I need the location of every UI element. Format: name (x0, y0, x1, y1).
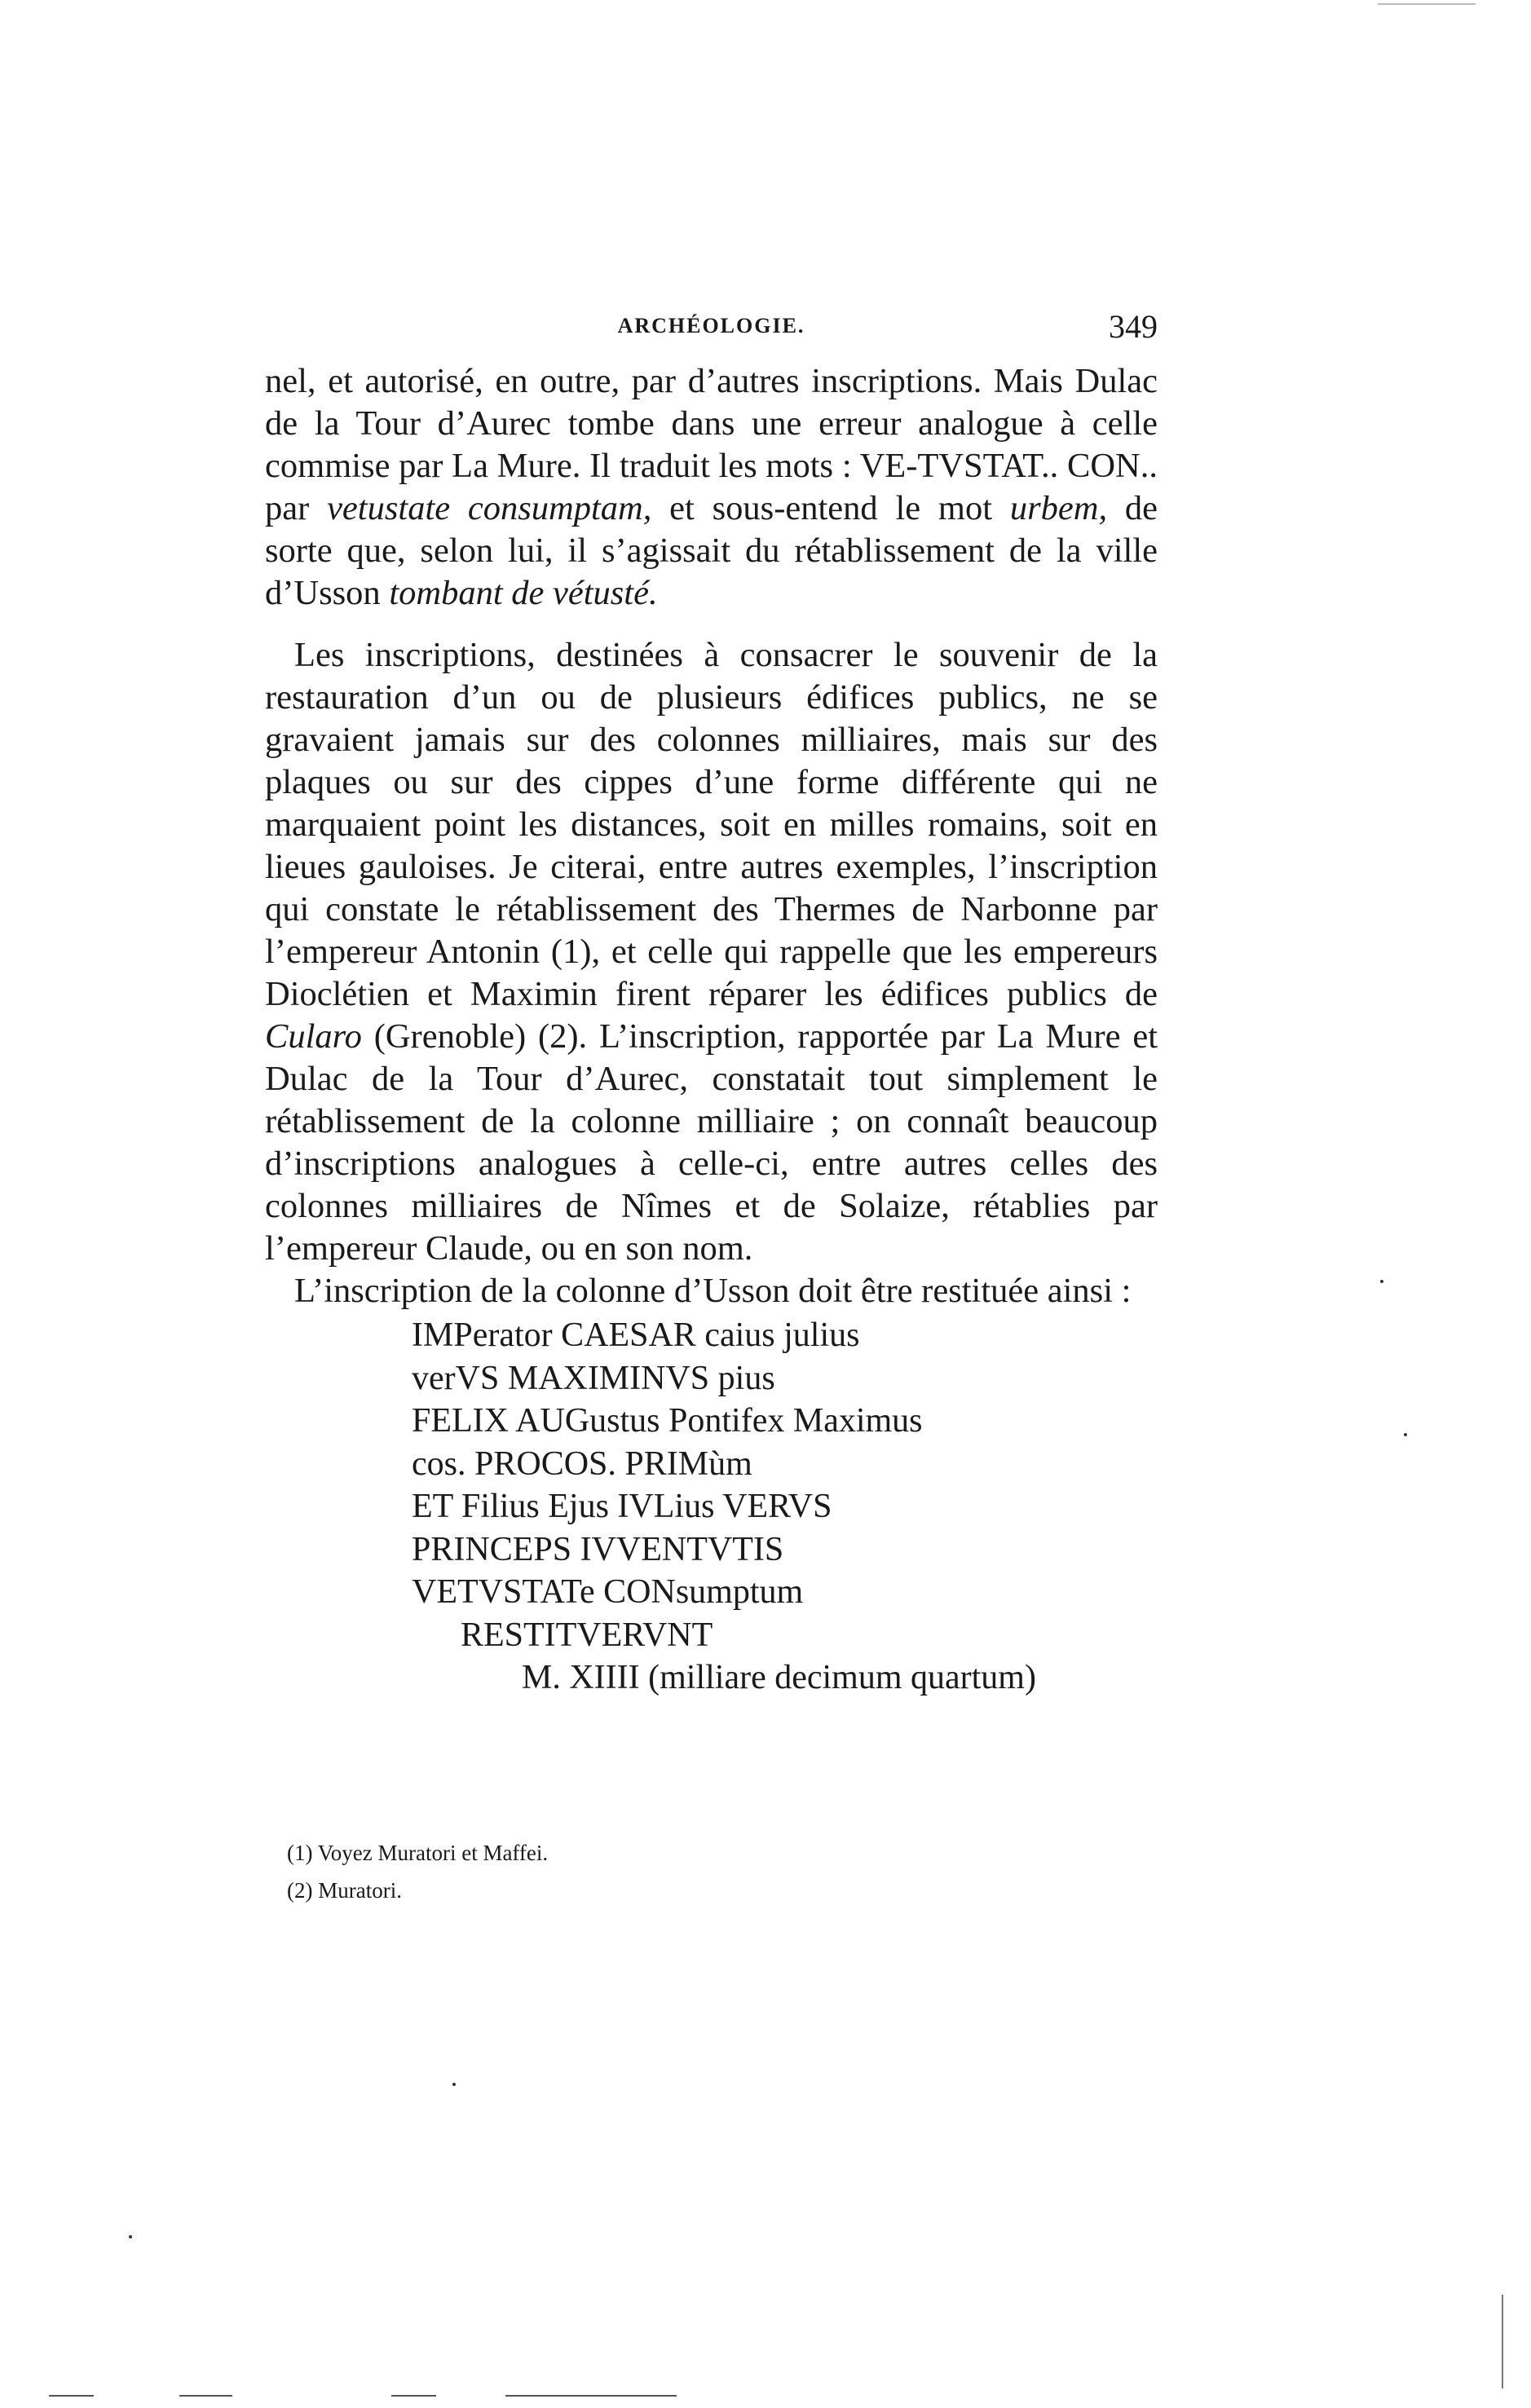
paragraph-1-italic-b: urbem, (1009, 489, 1108, 527)
inscription-line-7: VETVSTATe CONsumptum (412, 1573, 804, 1611)
paragraph-1-text-b: et sous-entend le mot (651, 489, 1010, 527)
footnote-1: (1) Voyez Muratori et Maffei. (287, 1841, 549, 1865)
inscription-line-6: PRINCEPS IVVENTVTIS (412, 1530, 784, 1568)
scan-speck (1404, 1433, 1407, 1436)
scan-edge-mark (49, 2395, 94, 2397)
footnotes (287, 1834, 1151, 1909)
inscription-line-8: RESTITVERVNT (461, 1616, 713, 1654)
main-text (265, 360, 1158, 1700)
inscription-line-5: ET Filius Ejus IVLius VERVS (412, 1488, 832, 1525)
scan-edge-mark (505, 2395, 677, 2397)
inscription (265, 1314, 1158, 1700)
paragraph-3: L’inscription de la colonne d’Usson doit être restituée ainsi : (294, 1272, 1132, 1310)
scan-speck (1380, 1280, 1383, 1283)
scan-edge-mark (1502, 2295, 1503, 2388)
scan-edge-mark (179, 2395, 232, 2397)
running-title: ARCHÉOLOGIE. (617, 314, 805, 337)
paragraph-1-text-a: nel, et autorisé, en outre, par d’autres inscriptions. Mais Dulac de la Tour d’Aurec tombe dans une erreur analogue à celle commise par La Mure. Il traduit les mots : VE-TVSTAT.. CON.. par (265, 362, 1158, 527)
paragraph-1-italic-c: tombant de vétusté. (389, 574, 658, 612)
paragraph-2 (265, 634, 1158, 1270)
inscription-line-2: verVS MAXIMINVS pius (412, 1359, 775, 1397)
scan-edge-mark (1378, 3, 1476, 5)
paragraph-1 (265, 360, 1158, 615)
paragraph-2-text-a: Les inscriptions, destinées à consacrer le souvenir de la restauration d’un ou de plusieurs édifices publics, ne se gravaient jamais sur des colonnes milliaires, mais sur des plaques ou sur des cippes d’une forme différente qui ne marquaient point les distances, soit en milles romains, soit en lieues gauloises. Je citerai, entre autres exemples, l’inscription qui constate le rétablissement des Thermes de Narbonne par l’empereur Antonin (1), et celle qui rappelle que les empereurs Dioclétien et Maximin firent réparer les édifices publics de (265, 636, 1158, 1013)
paragraph-2-italic: Cularo (265, 1017, 362, 1056)
running-head (265, 308, 1158, 355)
inscription-line-9: M. XIIII (milliare decimum quartum) (522, 1659, 1036, 1696)
inscription-line-4: cos. PROCOS. PRIMùm (412, 1444, 752, 1483)
scan-edge-mark (391, 2395, 436, 2397)
inscription-line-1: IMPerator CAESAR caius julius (412, 1316, 860, 1354)
scan-speck (129, 2235, 132, 2238)
paragraph-1-text-c: de sorte que, selon lui, il s’agissait du rétablissement de la ville d’Usson (265, 489, 1158, 612)
paragraph-1-italic-a: vetustate consumptam, (327, 489, 652, 527)
scan-speck (452, 2083, 456, 2086)
paragraph-2-text-b: (Grenoble) (2). L’inscription, rapportée par La Mure et Dulac de la Tour d’Aurec, constatait tout simplement le rétablissement de la colonne milliaire ; on connaît beaucoup d’inscriptions analogues à celle-ci, entre autres celles des colonnes milliaires de Nîmes et de Solaize, rétablies par l’empereur Claude, ou en son nom. (265, 1017, 1158, 1268)
inscription-line-3: FELIX AUGustus Pontifex Maximus (412, 1402, 923, 1440)
footnote-2: (2) Muratori. (287, 1878, 402, 1903)
page-number: 349 (1109, 308, 1158, 345)
